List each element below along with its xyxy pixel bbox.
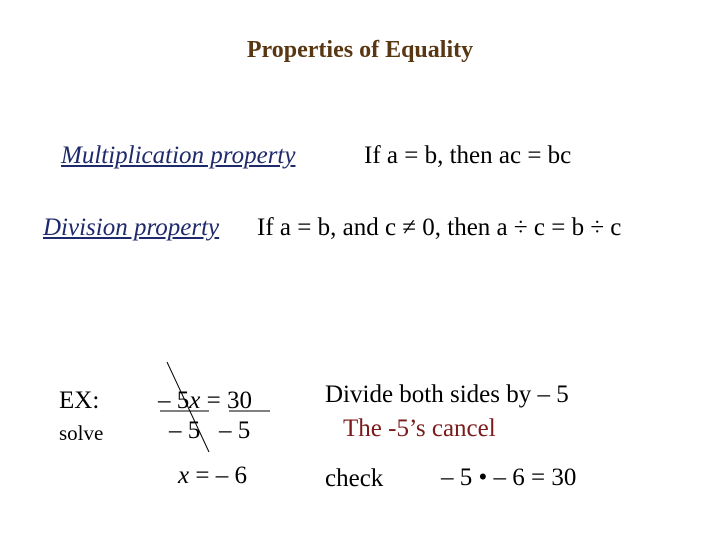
solution-step: Divide both sides by – 5 [325, 381, 569, 408]
division-property-label: Division property [43, 214, 220, 241]
multiplication-property-rule: If a = b, then ac = bc [364, 142, 572, 169]
solution-variable: x [178, 462, 190, 489]
division-property-rule: If a = b, and c ≠ 0, then a ÷ c = b ÷ c [257, 214, 622, 241]
solution-rhs: = – 6 [189, 462, 247, 489]
example-sublabel: solve [59, 421, 104, 445]
cancel-note: The -5’s cancel [343, 415, 496, 442]
numerator-variable: x [189, 387, 201, 414]
equation-denominator: – 5 – 5 [169, 417, 251, 444]
numerator-coefficient: – 5 [158, 387, 190, 414]
page-title: Properties of Equality [246, 37, 474, 63]
multiplication-property-label: Multiplication property [61, 142, 296, 169]
equation-solution [178, 463, 247, 488]
example-label: EX: [59, 387, 100, 414]
numerator-rhs: = 30 [206, 387, 252, 414]
check-expression: – 5 • – 6 = 30 [441, 464, 577, 491]
check-label: check [325, 465, 384, 492]
